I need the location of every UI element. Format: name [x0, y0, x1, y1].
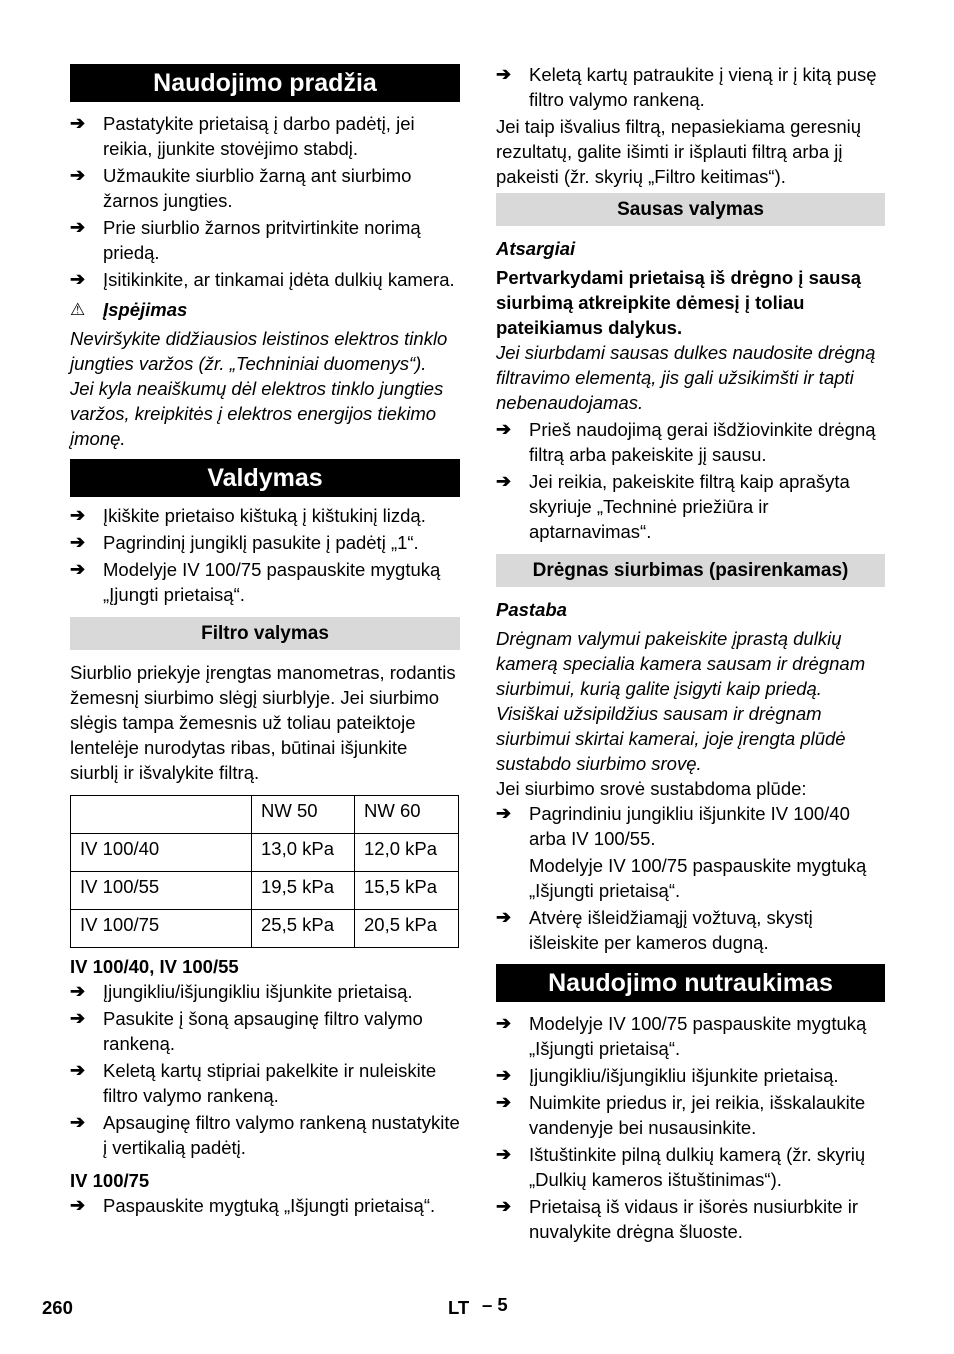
caution-bold-text: Pertvarkydami prietaisą iš drėgno į sausą siurbimą atkreipkite dėmesį į toliau pateikiamus dalykus. — [496, 267, 862, 338]
list-item: ➔ Pasukite į šoną apsauginę filtro valymo rankeną. — [70, 1008, 423, 1054]
table-row: IV 100/75 25,5 kPa 20,5 kPa — [71, 910, 459, 948]
list-item: ➔ Ištuštinkite pilną dulkių kamerą (žr. skyrių „Dulkių kameros ištuštinimas“). — [496, 1144, 866, 1190]
arrow-right-icon: ➔ — [70, 165, 86, 185]
list-item: ➔ Keletą kartų patraukite į vieną ir į kitą pusę filtro valymo rankeną. — [496, 64, 877, 110]
list-item: ➔ Keletą kartų stipriai pakelkite ir nuleiskite filtro valymo rankeną. — [70, 1060, 437, 1106]
arrow-right-icon: ➔ — [496, 1144, 512, 1164]
right-column — [496, 62, 885, 1244]
list-item: ➔ Modelyje IV 100/75 paspauskite mygtuką „Įjungti prietaisą“. — [70, 559, 441, 605]
body-paragraph: Jei siurbimo srovė sustabdoma plūde: — [496, 778, 807, 799]
heading-naudojimo-nutraukimas: Naudojimo nutraukimas — [496, 964, 885, 1002]
section-number: – 5 — [482, 1294, 508, 1315]
list-item: ➔ Įjungikliu/išjungikliu išjunkite prietaisą. — [496, 1065, 839, 1086]
arrow-right-icon: ➔ — [70, 1008, 86, 1028]
list-item: ➔ Įkiškite prietaiso kištuką į kištukinį lizdą. — [70, 505, 426, 526]
arrow-right-icon: ➔ — [70, 269, 86, 289]
pressure-table — [70, 795, 459, 948]
language-code: LT — [448, 1297, 470, 1318]
arrow-right-icon: ➔ — [70, 1060, 86, 1080]
arrow-right-icon: ➔ — [70, 217, 86, 237]
table-header-row: NW 50 NW 60 — [71, 796, 459, 834]
note-text: Drėgnam valymui pakeiskite įprastą dulkių kamerą specialia kamera sausam ir drėgnam siurbimui, kurią galite įsigyti kaip priedą. — [496, 628, 866, 699]
list-item: ➔ Prie siurblio žarnos pritvirtinkite norimą priedą. — [70, 217, 421, 263]
list-item: ➔ Paspauskite mygtuką „Išjungti prietaisą“. — [70, 1195, 436, 1216]
table-row: IV 100/40 13,0 kPa 12,0 kPa — [71, 834, 459, 872]
arrow-right-icon: ➔ — [496, 471, 512, 491]
arrow-right-icon: ➔ — [70, 981, 86, 1001]
arrow-right-icon: ➔ — [496, 1092, 512, 1112]
heading-sausas-valymas: Sausas valymas — [496, 193, 885, 226]
list-item: ➔ Pastatykite prietaisą į darbo padėtį, jei reikia, įjunkite stovėjimo stabdį. — [70, 113, 415, 159]
arrow-right-icon: ➔ — [70, 532, 86, 552]
arrow-right-icon: ➔ — [70, 1195, 86, 1215]
arrow-right-icon: ➔ — [496, 1065, 512, 1085]
subheading-models: IV 100/75 — [70, 1170, 150, 1191]
arrow-right-icon: ➔ — [70, 505, 86, 525]
list-item: ➔ Pagrindinį jungiklį pasukite į padėtį „1“. — [70, 532, 419, 553]
body-paragraph: Jei taip išvalius filtrą, nepasiekiama geresnių rezultatų, galite išimti ir išplauti filtrą arba jį pakeisti (žr. skyrių „Filtro keitimas“). — [496, 116, 862, 187]
heading-valdymas: Valdymas — [70, 459, 460, 497]
list-item: ➔ Įsitikinkite, ar tinkamai įdėta dulkių kamera. — [70, 269, 455, 290]
arrow-right-icon: ➔ — [496, 64, 512, 84]
arrow-right-icon: ➔ — [496, 419, 512, 439]
table-row: IV 100/55 19,5 kPa 15,5 kPa — [71, 872, 459, 910]
filter-paragraph: Siurblio priekyje įrengtas manometras, rodantis žemesnį siurbimo slėgį siurblyje. Jei siurbimo slėgis tampa žemesnis už toliau pateiktoje lentelėje nurodytas ribas, būtinai išjunkite siurblį ir išvalykite filtrą. — [70, 662, 456, 783]
warning-triangle-icon: ⚠ — [70, 299, 86, 319]
heading-dregnas-siurbimas: Drėgnas siurbimas (pasirenkamas) — [496, 554, 885, 587]
arrow-right-icon: ➔ — [496, 803, 512, 823]
list-item: ➔ Prietaisą iš vidaus ir išorės nusiurbkite ir nuvalykite drėgna šluoste. — [496, 1196, 859, 1242]
list-item: ➔ Pagrindiniu jungikliu išjunkite IV 100/40 arba IV 100/55. — [496, 803, 850, 849]
heading-naudojimo-pradzia: Naudojimo pradžia — [70, 64, 460, 102]
warning-text: Jei kyla neaiškumų dėl elektros tinklo jungties varžos, kreipkitės į elektros energijos tiekimo įmonę. — [70, 378, 444, 449]
list-item: ➔ Prieš naudojimą gerai išdžiovinkite drėgną filtrą arba pakeiskite jį sausu. — [496, 419, 876, 465]
heading-filtro-valymas: Filtro valymas — [70, 617, 460, 650]
left-column — [70, 62, 460, 1218]
arrow-right-icon: ➔ — [496, 1013, 512, 1033]
list-item: ➔ Apsauginę filtro valymo rankeną nustatykite į vertikalią padėtį. — [70, 1112, 460, 1158]
arrow-right-icon: ➔ — [496, 907, 512, 927]
arrow-right-icon: ➔ — [70, 559, 86, 579]
caution-label: Atsargiai — [496, 238, 576, 259]
list-item: ➔ Modelyje IV 100/75 paspauskite mygtuką „Išjungti prietaisą“. — [496, 1013, 867, 1059]
list-item: ➔ Atvėrę išleidžiamąjį vožtuvą, skystį išleiskite per kameros dugną. — [496, 907, 813, 953]
arrow-right-icon: ➔ — [70, 113, 86, 133]
list-item: ➔ Nuimkite priedus ir, jei reikia, išskalaukite vandenyje bei nusausinkite. — [496, 1092, 866, 1138]
list-item-continuation: Modelyje IV 100/75 paspauskite mygtuką „Išjungti prietaisą“. — [529, 855, 867, 901]
list-item: ➔ Įjungikliu/išjungikliu išjunkite prietaisą. — [70, 981, 413, 1002]
note-label: Pastaba — [496, 599, 567, 620]
subheading-models: IV 100/40, IV 100/55 — [70, 956, 239, 977]
list-item: ➔ Užmaukite siurblio žarną ant siurbimo žarnos jungties. — [70, 165, 412, 211]
list-item: ➔ Jei reikia, pakeiskite filtrą kaip aprašyta skyriuje „Techninė priežiūra ir aptarnavimas“. — [496, 471, 850, 542]
warning-heading: ⚠ Įspėjimas — [70, 299, 188, 320]
warning-text: Neviršykite didžiausios leistinos elektros tinklo jungties varžos (žr. „Techniniai duomenys“). — [70, 328, 448, 374]
caution-text: Jei siurbdami sausas dulkes naudosite drėgną filtravimo elementą, jis gali užsikimšti ir tapti nebenaudojamas. — [496, 342, 876, 413]
arrow-right-icon: ➔ — [496, 1196, 512, 1216]
page-number: 260 — [42, 1297, 73, 1318]
arrow-right-icon: ➔ — [70, 1112, 86, 1132]
note-text: Visiškai užsipildžius sausam ir drėgnam siurbimui skirtai kamerai, joje įrengta plūdė sustabdo siurbimo srovę. — [496, 703, 846, 774]
